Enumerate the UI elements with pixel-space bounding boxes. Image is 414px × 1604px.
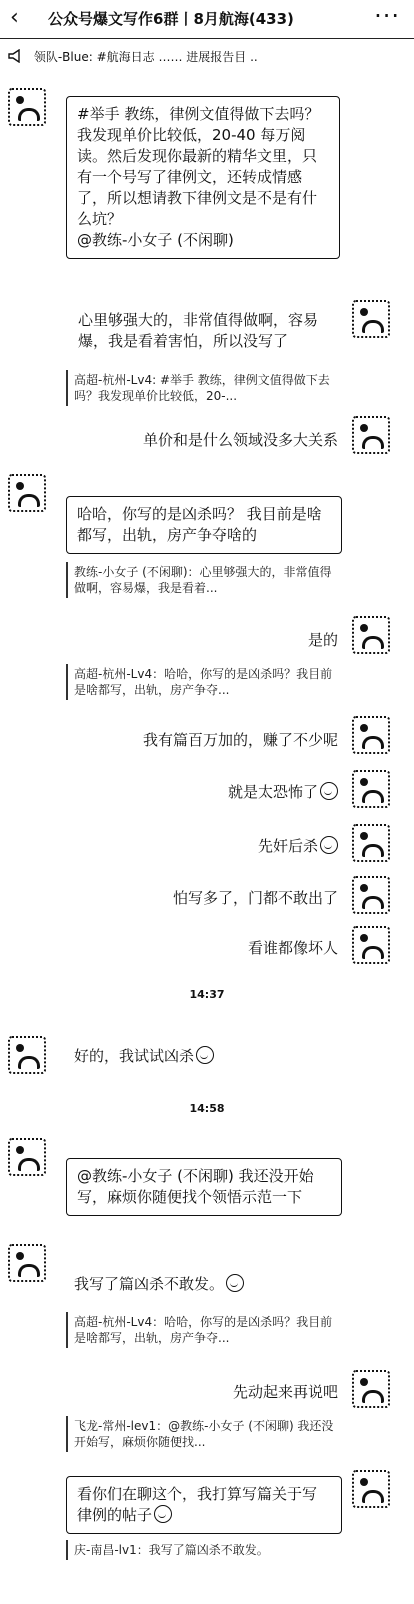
back-icon[interactable]: ‹ bbox=[10, 5, 19, 30]
message-bubble[interactable]: #举手 教练，律例文值得做下去吗？ 我发现单价比较低，20-40 每万阅读。然后发现你最新的精华文里，只有一个号写了律例文，还转成情感了，所以想请教下律例文是不是有什么坑？ @教练-小女子 (不闲聊) bbox=[66, 96, 340, 259]
avatar[interactable] bbox=[352, 616, 390, 654]
avatar[interactable] bbox=[352, 300, 390, 338]
message-bubble[interactable] bbox=[66, 1270, 342, 1299]
emoji-icon bbox=[226, 1274, 244, 1292]
avatar[interactable] bbox=[352, 926, 390, 964]
message-text: 看你们在聊这个，我打算写篇关于写律例的帖子 bbox=[77, 1485, 318, 1524]
smile-emoji-icon bbox=[196, 1046, 214, 1064]
message-bubble[interactable]: 哈哈，你写的是凶杀吗？ 我目前是啥都写，出轨，房产争夺啥的 bbox=[66, 496, 342, 554]
message-text: 先奸后杀 bbox=[257, 837, 318, 855]
avatar[interactable] bbox=[352, 770, 390, 808]
message-bubble[interactable] bbox=[66, 1042, 286, 1071]
chat-title: 公众号爆文写作6群丨8月航海(433) bbox=[48, 10, 294, 28]
message-bubble[interactable] bbox=[166, 832, 346, 861]
message-bubble[interactable]: 看谁都像坏人 bbox=[146, 934, 346, 963]
avatar[interactable] bbox=[8, 1036, 46, 1074]
message-bubble[interactable] bbox=[66, 1476, 342, 1534]
timestamp: 14:37 bbox=[189, 988, 225, 1001]
message-bubble[interactable]: 心里够强大的，非常值得做啊，容易爆，我是看着害怕，所以没写了 bbox=[70, 306, 346, 356]
message-bubble[interactable]: 先动起来再说吧 bbox=[146, 1378, 346, 1407]
message-bubble[interactable]: 怕写多了，门都不敢出了 bbox=[96, 884, 346, 913]
message-text: 好的，我试试凶杀 bbox=[74, 1047, 195, 1065]
message-bubble[interactable]: 我有篇百万加的，赚了不少呢 bbox=[96, 726, 346, 755]
avatar[interactable] bbox=[8, 474, 46, 512]
avatar[interactable] bbox=[8, 1244, 46, 1282]
quoted-message[interactable]: 高超-杭州-Lv4：哈哈，你写的是凶杀吗？我目前是啥都写，出轨，房产争夺... bbox=[66, 1312, 342, 1348]
avatar[interactable] bbox=[352, 716, 390, 754]
pinned-announcement[interactable] bbox=[8, 44, 406, 70]
smile-emoji-icon bbox=[154, 1505, 172, 1523]
avatar[interactable] bbox=[352, 416, 390, 454]
message-bubble[interactable]: 单价和是什么领域没多大关系 bbox=[96, 426, 346, 455]
message-bubble[interactable] bbox=[166, 778, 346, 807]
quoted-message[interactable]: 高超-杭州-Lv4：哈哈，你写的是凶杀吗？我目前是啥都写，出轨，房产争夺... bbox=[66, 664, 342, 700]
avatar[interactable] bbox=[8, 88, 46, 126]
timestamp: 14:58 bbox=[189, 1102, 225, 1115]
message-bubble[interactable]: @教练-小女子 (不闲聊) 我还没开始写，麻烦你随便找个领悟示范一下 bbox=[66, 1158, 342, 1216]
avatar[interactable] bbox=[8, 1138, 46, 1176]
avatar[interactable] bbox=[352, 876, 390, 914]
message-text: 就是太恐怖了 bbox=[227, 783, 318, 801]
chat-header bbox=[0, 0, 414, 39]
announcement-icon bbox=[8, 49, 24, 63]
smile-emoji-icon bbox=[320, 782, 338, 800]
more-options-icon[interactable]: ··· bbox=[374, 2, 400, 30]
quoted-message[interactable]: 教练-小女子 (不闲聊)：心里够强大的，非常值得做啊，容易爆，我是看着... bbox=[66, 562, 342, 598]
avatar[interactable] bbox=[352, 1370, 390, 1408]
quoted-message[interactable]: 飞龙-常州-lev1：@教练-小女子 (不闲聊) 我还没开始写，麻烦你随便找... bbox=[66, 1416, 342, 1452]
pinned-text: 领队-Blue: #航海日志 …… 进展报告目 .. bbox=[33, 50, 258, 64]
smile-emoji-icon bbox=[320, 836, 338, 854]
avatar[interactable] bbox=[352, 1470, 390, 1508]
quoted-message[interactable]: 庆-南昌-lv1：我写了篇凶杀不敢发。 bbox=[66, 1540, 342, 1560]
avatar[interactable] bbox=[352, 824, 390, 862]
message-bubble[interactable]: 是的 bbox=[250, 626, 346, 655]
message-text: 我写了篇凶杀不敢发。 bbox=[74, 1275, 225, 1293]
quoted-message[interactable]: 高超-杭州-Lv4: #举手 教练，律例文值得做下去吗？我发现单价比较低，20-... bbox=[66, 370, 342, 406]
